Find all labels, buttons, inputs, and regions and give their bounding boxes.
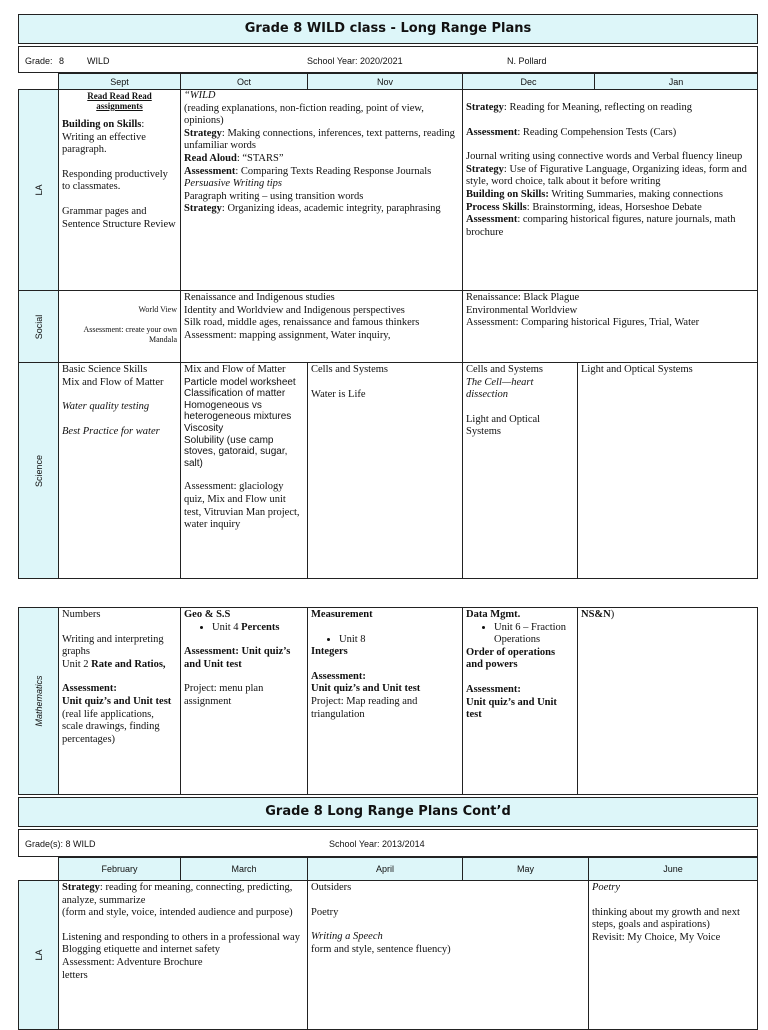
math-oct-project: Project: menu plan assignment <box>184 683 264 707</box>
social-decjan-line: Renaissance: Black Plague <box>466 292 580 303</box>
page2-la-june-cell <box>588 880 758 1030</box>
science-oct-line1: Mix and Flow of Matter <box>184 364 286 375</box>
la-dec-assess2: Assessment: comparing historical figures, nature journals, math brochure <box>466 214 736 238</box>
science-oct-item: Homogeneous vs heterogeneous mixtures <box>184 399 292 423</box>
science-oct-item: Solubility (use camp stoves, gatoraid, sugar, salt) <box>184 434 288 469</box>
science-oct-item: Particle model worksheet <box>184 376 296 388</box>
month-may: May <box>462 857 589 881</box>
science-nov-line2: Water is Life <box>311 388 366 400</box>
page2-la-form: (form and style, voice, intended audience and purpose) <box>62 907 293 919</box>
math-oct-cell <box>180 607 308 795</box>
month-april: April <box>307 857 463 881</box>
la-persuasive: Persuasive Writing tips <box>184 178 282 190</box>
social-sept-assessment: Assessment: create your own Mandala <box>83 325 177 344</box>
page2-la-listening: Listening and responding to others in a professional way <box>62 931 300 943</box>
science-oct-cell <box>180 362 308 579</box>
science-water-testing: Water quality testing <box>62 401 150 413</box>
la-dec-strategy1: Strategy: Reading for Meaning, reflecting on reading <box>466 102 692 113</box>
page2-info-row <box>18 829 758 857</box>
page2-la-outsiders: Outsiders <box>311 882 352 893</box>
social-octnov-line: Identity and Worldview and Indigenous perspectives <box>184 304 405 316</box>
page2-la-letters: letters <box>62 969 88 981</box>
page2-title: Grade 8 Long Range Plans Cont’d <box>18 797 758 827</box>
page2-la-assessment: Assessment: Adventure Brochure <box>62 956 203 968</box>
math-oct-assess: Assessment: Unit quiz’s and Unit test <box>184 646 291 670</box>
page2-la-poetry: Poetry <box>311 906 339 918</box>
page2-la-june-revisit: Revisit: My Choice, My Voice <box>592 931 721 943</box>
math-nov-bullet: • Unit 8 <box>339 634 459 647</box>
la-strategy1: Strategy: Making connections, inferences, text patterns, reading unfamiliar words <box>184 127 455 152</box>
science-dec-light: Light and Optical Systems <box>466 413 541 438</box>
la-sept-grammar: Grammar pages and Sentence Structure Review <box>62 205 176 230</box>
social-sept-cell <box>58 290 181 363</box>
social-label: Social <box>33 314 44 339</box>
page2-la-june-thinking: thinking about my growth and next steps, goals and aspirations) <box>592 906 740 931</box>
la-read-aloud: Read Aloud: “STARS” <box>184 152 284 164</box>
teacher-name: N. Pollard <box>507 56 547 66</box>
social-decjan-cell <box>462 290 758 363</box>
school-year: School Year: 2020/2021 <box>307 56 403 66</box>
science-jan-cell <box>577 362 758 579</box>
la-sept-responding: Responding productively to classmates. <box>62 168 168 193</box>
la-sept-heading1: Read Read Read <box>87 91 152 101</box>
math-unit2: Unit 2 Rate and Ratios, <box>62 658 166 670</box>
page2-la-speech-form: form and style, sentence fluency) <box>311 943 451 955</box>
page2-la-aprmay-cell <box>307 880 589 1030</box>
math-dec-assess-text: Unit quiz’s and Unit test <box>466 696 557 721</box>
page2-la-febmar-cell <box>58 880 308 1030</box>
science-nov-cell <box>307 362 463 579</box>
month-february: February <box>58 857 181 881</box>
la-decjan-cell <box>462 89 758 291</box>
month-nov: Nov <box>307 73 463 90</box>
info-row <box>18 46 758 73</box>
science-dec-line1: Cells and Systems <box>466 364 544 375</box>
page2-grade: Grade(s): 8 WILD <box>25 839 96 849</box>
la-dec-process: Process Skills: Brainstorming, ideas, Horseshoe Debate <box>466 201 702 213</box>
math-nov-assess-text: Unit quiz’s and Unit test <box>311 683 421 695</box>
social-decjan-line: Assessment: Comparing historical Figures, Trial, Water <box>466 317 700 329</box>
science-oct-assessment: Assessment: glaciology quiz, Mix and Flow unit test, Vitruvian Man project, water inquiry <box>184 481 300 531</box>
math-dec-order: Order of operations and powers <box>466 646 556 671</box>
math-dec-assess-label: Assessment: <box>466 683 521 695</box>
math-nov-assess-label: Assessment: <box>311 670 366 682</box>
la-strategy2: Strategy: Organizing ideas, academic integrity, paraphrasing <box>184 203 441 215</box>
la-sept-cell <box>58 89 181 291</box>
la-wild-desc: (reading explanations, non-fiction reading, point of view, opinions) <box>184 102 424 127</box>
science-dec-cell-dissection: The Cell—heart dissection <box>466 376 534 401</box>
page2-la-blogging: Blogging etiquette and internet safety <box>62 944 221 956</box>
page2-row-label-la <box>18 880 59 1030</box>
row-label-math <box>18 607 59 795</box>
math-dec-cell <box>462 607 578 795</box>
math-nov-integers: Integers <box>311 646 348 658</box>
math-jan-cell <box>577 607 758 795</box>
math-sept-cell <box>58 607 181 795</box>
science-sept-line1: Basic Science Skills <box>62 364 148 375</box>
row-label-la <box>18 89 59 291</box>
page2-la-june-poetry: Poetry <box>592 882 620 893</box>
math-numbers: Numbers <box>62 609 101 620</box>
page2-la-strategy: Strategy: reading for meaning, connecting, predicting, analyze, summarize <box>62 882 293 906</box>
month-dec: Dec <box>462 73 595 90</box>
science-oct-item: Classification of matter <box>184 388 286 400</box>
science-sept-cell <box>58 362 181 579</box>
math-dec-heading: Data Mgmt. <box>466 609 521 620</box>
la-dec-journal: Journal writing using connective words and Verbal fluency lineup <box>466 151 743 163</box>
month-oct: Oct <box>180 73 308 90</box>
la-dec-bos: Building on Skills: Writing Summaries, making connections <box>466 188 723 200</box>
science-sept-line2: Mix and Flow of Matter <box>62 376 164 388</box>
science-best-practice: Best Practice for water <box>62 425 160 437</box>
row-label-social <box>18 290 59 363</box>
page2-la-label: LA <box>33 949 44 961</box>
social-octnov-line: Renaissance and Indigenous studies <box>184 292 335 303</box>
la-label: LA <box>33 184 44 196</box>
social-octnov-line: Assessment: mapping assignment, Water inquiry, <box>184 329 391 341</box>
math-dec-bullet: • Unit 6 – Fraction Operations <box>494 622 574 647</box>
row-label-science <box>18 362 59 579</box>
la-sept-heading2: assignments <box>96 101 143 111</box>
math-writing: Writing and interpreting graphs <box>62 633 164 658</box>
la-octnov-cell <box>180 89 463 291</box>
math-jan-heading: NS&N) <box>581 609 615 620</box>
la-wild: “WILD <box>184 90 216 101</box>
social-octnov-cell <box>180 290 463 363</box>
math-label: Mathematics <box>33 675 44 727</box>
science-jan-line1: Light and Optical Systems <box>581 364 693 375</box>
la-dec-assess1: Assessment: Reading Compehension Tests (Cars) <box>466 126 677 138</box>
class-name: WILD <box>87 56 110 66</box>
la-sept-bos: Building on Skills: Writing an effective paragraph. <box>62 119 146 156</box>
social-worldview: World View <box>138 305 177 314</box>
math-oct-heading: Geo & S.S <box>184 609 231 620</box>
la-paragraph: Paragraph writing – using transition words <box>184 190 364 202</box>
science-nov-line1: Cells and Systems <box>311 364 389 375</box>
grade-label: Grade: <box>25 56 53 66</box>
math-nov-heading: Measurement <box>311 609 373 620</box>
la-assessment: Assessment: Comparing Texts Reading Response Journals <box>184 165 432 177</box>
month-march: March <box>180 857 308 881</box>
month-sept: Sept <box>58 73 181 90</box>
month-jan: Jan <box>594 73 758 90</box>
math-sept-assess-text: Unit quiz’s and Unit test <box>62 695 172 707</box>
science-label: Science <box>33 454 44 487</box>
science-oct-item: Viscosity <box>184 422 224 434</box>
math-nov-project: Project: Map reading and triangulation <box>311 695 418 720</box>
math-sept-assess-label: Assessment: <box>62 683 117 695</box>
page2-school-year: School Year: 2013/2014 <box>329 839 425 849</box>
science-dec-cell <box>462 362 578 579</box>
math-oct-bullet: • Unit 4 Percents <box>212 622 304 635</box>
social-octnov-line: Silk road, middle ages, renaissance and famous thinkers <box>184 317 420 329</box>
math-sept-extra: (real life applications, scale drawings, finding percentages) <box>62 708 160 745</box>
la-dec-strategy2: Strategy: Use of Figurative Language, Organizing ideas, form and style, word choice, talk about it before writing <box>466 163 747 188</box>
page2-la-speech: Writing a Speech <box>311 931 383 943</box>
social-decjan-line: Environmental Worldview <box>466 304 578 316</box>
month-june: June <box>588 857 758 881</box>
math-nov-cell <box>307 607 463 795</box>
page-title: Grade 8 WILD class - Long Range Plans <box>18 14 758 44</box>
grade-value: 8 <box>59 56 65 66</box>
